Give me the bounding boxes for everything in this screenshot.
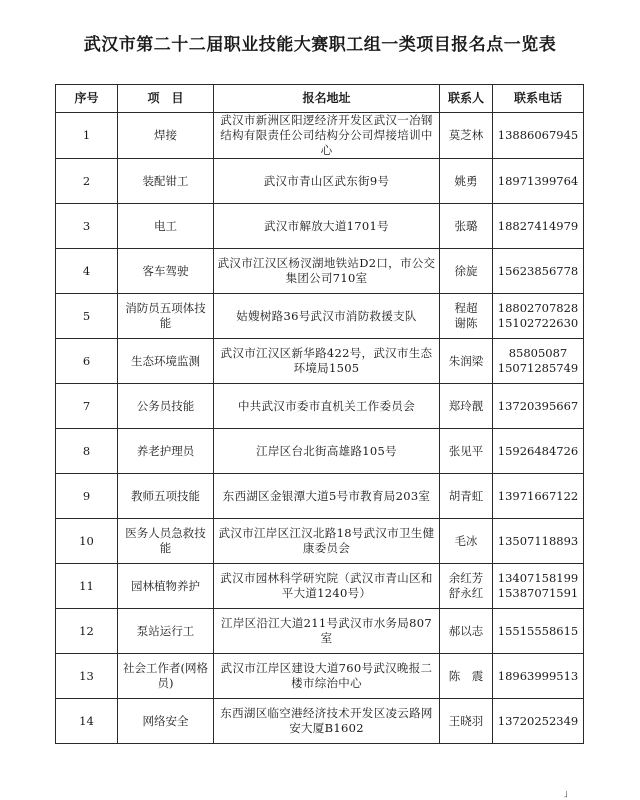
row-project: 公务员技能 bbox=[118, 384, 214, 429]
row-contact bbox=[440, 609, 493, 654]
row-project: 焊接 bbox=[118, 113, 214, 159]
row-phone bbox=[493, 609, 584, 654]
contact-name: 姚勇 bbox=[454, 173, 478, 188]
contact-name: 余红芳 bbox=[448, 571, 484, 585]
row-number: 5 bbox=[56, 294, 118, 339]
phone-number: 18971399764 bbox=[497, 173, 579, 188]
row-project: 网络安全 bbox=[118, 699, 214, 744]
contact-name: 郝以志 bbox=[448, 623, 484, 638]
row-contact bbox=[440, 159, 493, 204]
row-phone bbox=[493, 294, 584, 339]
row-project: 教师五项技能 bbox=[118, 474, 214, 519]
row-number: 10 bbox=[56, 519, 118, 564]
row-number: 13 bbox=[56, 654, 118, 699]
row-project: 消防员五项体技能 bbox=[118, 294, 214, 339]
row-contact bbox=[440, 429, 493, 474]
row-contact bbox=[440, 113, 493, 159]
row-contact bbox=[440, 204, 493, 249]
table-row bbox=[56, 249, 584, 294]
row-number: 3 bbox=[56, 204, 118, 249]
row-address: 中共武汉市委市直机关工作委员会 bbox=[214, 384, 440, 429]
row-contact bbox=[440, 699, 493, 744]
row-project: 医务人员急救技能 bbox=[118, 519, 214, 564]
row-address: 武汉市解放大道1701号 bbox=[214, 204, 440, 249]
phone-number: 13971667122 bbox=[497, 488, 579, 503]
row-project: 养老护理员 bbox=[118, 429, 214, 474]
table-row bbox=[56, 609, 584, 654]
phone-number: 13407158199 bbox=[497, 571, 579, 585]
row-contact bbox=[440, 249, 493, 294]
header-address: 报名地址 bbox=[214, 85, 440, 113]
row-phone bbox=[493, 113, 584, 159]
table-row bbox=[56, 699, 584, 744]
table-header-row bbox=[56, 85, 584, 113]
row-address: 武汉市青山区武东街9号 bbox=[214, 159, 440, 204]
phone-number: 13507118893 bbox=[497, 533, 579, 548]
row-phone bbox=[493, 654, 584, 699]
row-contact bbox=[440, 519, 493, 564]
row-address: 江岸区沿江大道211号武汉市水务局807室 bbox=[214, 609, 440, 654]
row-address: 东西湖区金银潭大道5号市教育局203室 bbox=[214, 474, 440, 519]
row-phone bbox=[493, 564, 584, 609]
row-number: 2 bbox=[56, 159, 118, 204]
row-phone bbox=[493, 474, 584, 519]
row-phone bbox=[493, 204, 584, 249]
page-corner-mark: ˩ bbox=[563, 790, 568, 800]
table-row bbox=[56, 564, 584, 609]
contact-name: 张见平 bbox=[448, 443, 484, 458]
phone-number: 15623856778 bbox=[497, 263, 579, 278]
document-title: 武汉市第二十二届职业技能大赛职工组一类项目报名点一览表 bbox=[83, 35, 557, 55]
row-contact bbox=[440, 654, 493, 699]
row-number: 11 bbox=[56, 564, 118, 609]
row-contact bbox=[440, 384, 493, 429]
phone-number: 15515558615 bbox=[497, 623, 579, 638]
row-number: 14 bbox=[56, 699, 118, 744]
contact-name: 王晓羽 bbox=[448, 713, 484, 728]
row-number: 6 bbox=[56, 339, 118, 384]
phone-number: 15102722630 bbox=[497, 316, 579, 330]
table-body bbox=[56, 113, 584, 744]
contact-name: 莫芝林 bbox=[448, 128, 484, 142]
phone-number: 15926484726 bbox=[497, 443, 579, 458]
row-number: 9 bbox=[56, 474, 118, 519]
row-contact bbox=[440, 294, 493, 339]
row-phone bbox=[493, 159, 584, 204]
table-row bbox=[56, 159, 584, 204]
phone-number: 13720395667 bbox=[497, 398, 579, 413]
row-project: 社会工作者(网格员) bbox=[118, 654, 214, 699]
table-row bbox=[56, 384, 584, 429]
contact-name: 胡青虹 bbox=[448, 488, 484, 503]
row-project: 电工 bbox=[118, 204, 214, 249]
row-project: 装配钳工 bbox=[118, 159, 214, 204]
phone-number: 18827414979 bbox=[497, 218, 579, 233]
contact-name: 舒永红 bbox=[448, 586, 484, 600]
row-address: 武汉市园林科学研究院（武汉市青山区和平大道1240号） bbox=[214, 564, 440, 609]
row-project: 泵站运行工 bbox=[118, 609, 214, 654]
phone-number: 13886067945 bbox=[497, 128, 579, 142]
contact-name: 徐旋 bbox=[454, 263, 478, 278]
table-row bbox=[56, 113, 584, 159]
registration-table bbox=[55, 84, 584, 744]
row-address: 武汉市江岸区江汉北路18号武汉市卫生健康委员会 bbox=[214, 519, 440, 564]
table-row bbox=[56, 204, 584, 249]
table-row bbox=[56, 519, 584, 564]
row-address: 东西湖区临空港经济技术开发区凌云路网安大厦B1602 bbox=[214, 699, 440, 744]
phone-number: 15071285749 bbox=[497, 361, 579, 375]
contact-name: 毛冰 bbox=[454, 533, 478, 548]
row-project: 客车驾驶 bbox=[118, 249, 214, 294]
row-address: 江岸区台北街高雄路105号 bbox=[214, 429, 440, 474]
row-phone bbox=[493, 429, 584, 474]
contact-name: 谢陈 bbox=[454, 316, 478, 330]
table-row bbox=[56, 429, 584, 474]
table-row bbox=[56, 474, 584, 519]
row-number: 8 bbox=[56, 429, 118, 474]
row-address: 姑嫂树路36号武汉市消防救援支队 bbox=[214, 294, 440, 339]
phone-number: 85805087 bbox=[508, 346, 568, 360]
row-contact bbox=[440, 474, 493, 519]
phone-number: 15387071591 bbox=[497, 586, 579, 600]
row-phone bbox=[493, 384, 584, 429]
row-number: 7 bbox=[56, 384, 118, 429]
header-project: 项 目 bbox=[118, 85, 214, 113]
phone-number: 18963999513 bbox=[497, 668, 579, 683]
header-number: 序号 bbox=[56, 85, 118, 113]
row-number: 4 bbox=[56, 249, 118, 294]
row-phone bbox=[493, 339, 584, 384]
row-phone bbox=[493, 249, 584, 294]
row-number: 12 bbox=[56, 609, 118, 654]
contact-name: 程超 bbox=[454, 301, 478, 315]
row-address: 武汉市江岸区建设大道760号武汉晚报二楼市综治中心 bbox=[214, 654, 440, 699]
row-address: 武汉市江汉区杨汊湖地铁站D2口，市公交集团公司710室 bbox=[214, 249, 440, 294]
phone-number: 13720252349 bbox=[497, 713, 579, 728]
table-row bbox=[56, 339, 584, 384]
contact-name: 郑玲靓 bbox=[448, 398, 484, 413]
header-phone: 联系电话 bbox=[493, 85, 584, 113]
table-row bbox=[56, 654, 584, 699]
row-phone bbox=[493, 519, 584, 564]
row-address: 武汉市江汉区新华路422号，武汉市生态环境局1505 bbox=[214, 339, 440, 384]
table-row bbox=[56, 294, 584, 339]
row-project: 园林植物养护 bbox=[118, 564, 214, 609]
row-address: 武汉市新洲区阳逻经济开发区武汉一冶钢结构有限责任公司结构分公司焊接培训中心 bbox=[214, 113, 440, 159]
contact-name: 陈 震 bbox=[448, 668, 484, 683]
row-phone bbox=[493, 699, 584, 744]
row-number: 1 bbox=[56, 113, 118, 159]
row-contact bbox=[440, 564, 493, 609]
contact-name: 朱润梁 bbox=[448, 353, 484, 368]
row-project: 生态环境监测 bbox=[118, 339, 214, 384]
contact-name: 张璐 bbox=[454, 218, 478, 233]
phone-number: 18802707828 bbox=[497, 301, 579, 315]
row-contact bbox=[440, 339, 493, 384]
header-contact: 联系人 bbox=[440, 85, 493, 113]
